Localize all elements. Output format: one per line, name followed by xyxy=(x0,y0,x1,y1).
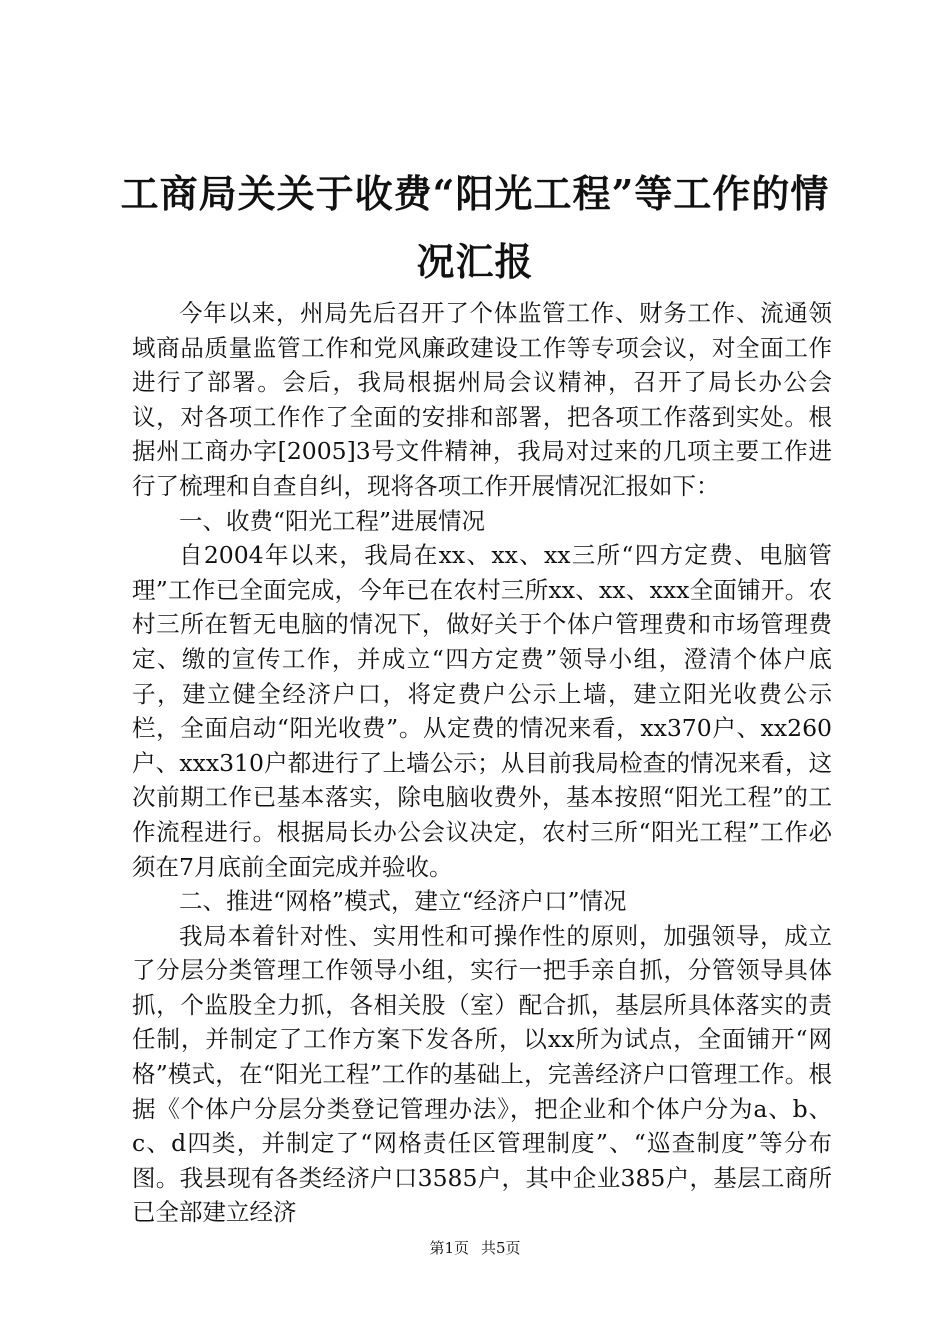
body-paragraph-section-1: 自2004年以来，我局在xx、xx、xx三所“四方定费、电脑管理”工作已全面完成，今年已在农村三所xx、xx、xxx全面铺开。农村三所在暂无电脑的情况下，做好关于个体户管理费和市场管理费定、缴的宣传工作，并成立“四方定费”领导小组，澄清个体户底子，建立健全经济户口，将定费户公示上墙，建立阳光收费公示栏，全面启动“阳光收费”。从定费的情况来看，xx370户、xx260户、xxx310户都进行了上墙公示；从目前我局检查的情况来看，这次前期工作已基本落实，除电脑收费外，基本按照“阳光工程”的工作流程进行。根据局长办公会议决定，农村三所“阳光工程”工作必须在7月底前全面完成并验收。 xyxy=(132,541,832,881)
body-paragraph-intro: 今年以来，州局先后召开了个体监管工作、财务工作、流通领域商品质量监管工作和党风廉政建设工作等专项会议，对全面工作进行了部署。会后，我局根据州局会议精神，召开了局长办公会议，对各项工作作了全面的安排和部署，把各项工作落到实处。根据州工商办字[2005]3号文件精神，我局对过来的几项主要工作进行了梳理和自查自纠，现将各项工作开展情况汇报如下： xyxy=(132,299,832,500)
document-title: 工商局关关于收费“阳光工程”等工作的情况汇报 xyxy=(120,171,830,284)
page-footer xyxy=(0,1238,950,1258)
document-body xyxy=(132,296,832,1230)
body-paragraph-section-2: 我局本着针对性、实用性和可操作性的原则，加强领导，成立了分层分类管理工作领导小组，实行一把手亲自抓，分管领导具体抓，个监股全力抓，各相关股（室）配合抓，基层所具体落实的责任制，并制定了工作方案下发各所，以xx所为试点，全面铺开“网格”模式，在“阳光工程”工作的基础上，完善经济户口管理工作。根据《个体户分层分类登记管理办法》，把企业和个体户分为a、b、c、d四类，并制定了“网格责任区管理制度”、“巡查制度”等分布图。我县现有各类经济户口3585户，其中企业385户，基层工商所已全部建立经济 xyxy=(132,921,832,1227)
section-heading-2: 二、推进“网格”模式，建立“经济户口”情况 xyxy=(179,887,627,916)
page-total: 共5页 xyxy=(481,1239,521,1257)
page-number: 第1页 xyxy=(429,1239,469,1257)
section-heading-1: 一、收费“阳光工程”进展情况 xyxy=(179,506,486,535)
